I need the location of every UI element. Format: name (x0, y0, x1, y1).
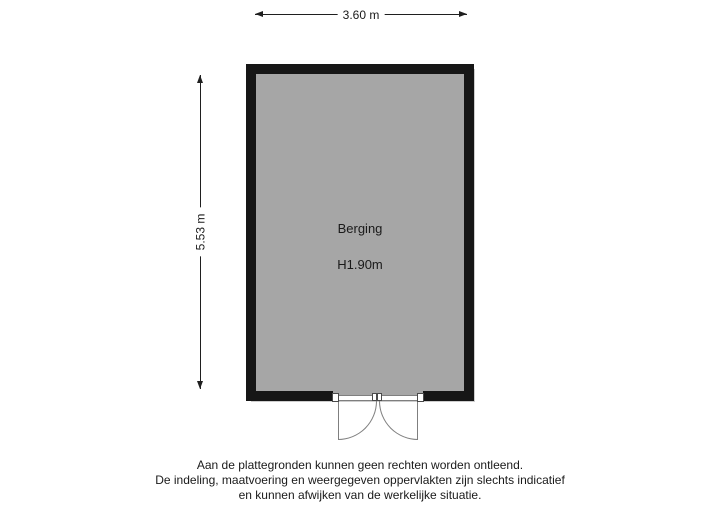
room-berging (246, 64, 474, 401)
arrow-left-icon (255, 11, 263, 17)
disclaimer (0, 458, 720, 503)
disclaimer-line: De indeling, maatvoering en weergegeven oppervlakten zijn slechts indicatief (155, 473, 565, 487)
door-leaf-left-swing-arc (338, 401, 377, 440)
disclaimer-line: en kunnen afwijken van de werkelijke situatie. (238, 488, 482, 502)
height-dimension (194, 75, 207, 389)
door-leaf-right-swing-arc (379, 401, 418, 440)
width-dimension (255, 8, 467, 21)
arrow-right-icon (459, 11, 467, 17)
arrow-down-icon (197, 381, 203, 389)
arrow-up-icon (197, 75, 203, 83)
width-dimension-label: 3.60 m (338, 8, 385, 22)
room-ceiling-height-label: H1.90m (337, 257, 383, 272)
disclaimer-line: Aan de plattegronden kunnen geen rechten worden ontleend. (196, 458, 524, 472)
door-center-latch-mark (377, 393, 382, 401)
door-jamb-right (417, 393, 424, 402)
height-dimension-label: 5.53 m (194, 208, 207, 257)
door-jamb-left (332, 393, 339, 402)
room-name-label: Berging (337, 221, 383, 236)
